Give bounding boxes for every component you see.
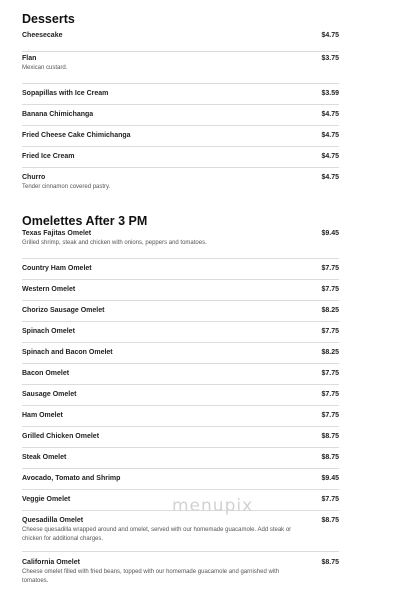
item-name: Spinach and Bacon Omelet bbox=[22, 349, 113, 356]
item-name: Western Omelet bbox=[22, 286, 76, 293]
menu-item bbox=[22, 301, 339, 322]
item-price: $7.75 bbox=[321, 496, 339, 503]
item-price: $4.75 bbox=[321, 32, 339, 39]
menu-item bbox=[22, 552, 339, 589]
item-price: $3.75 bbox=[321, 55, 339, 62]
item-price: $7.75 bbox=[321, 391, 339, 398]
menu-item bbox=[22, 427, 339, 448]
item-price: $9.45 bbox=[321, 230, 339, 237]
item-name: California Omelet bbox=[22, 559, 80, 566]
item-description: Cheese quesadilla wrapped around and omelet, served with our homemade guacamole. Add steak or chicken for additional charges. bbox=[22, 527, 292, 542]
item-description: Mexican custard. bbox=[22, 65, 68, 71]
item-name: Banana Chimichanga bbox=[22, 111, 94, 118]
item-price: $3.59 bbox=[321, 90, 339, 97]
item-name: Bacon Omelet bbox=[22, 370, 70, 377]
item-price: $4.75 bbox=[321, 132, 339, 139]
menu-item bbox=[22, 385, 339, 406]
item-price: $7.75 bbox=[321, 265, 339, 272]
watermark: menupix bbox=[172, 496, 254, 516]
menu-item bbox=[22, 511, 339, 552]
item-description: Grilled shrimp, steak and chicken with onions, peppers and tomatoes. bbox=[22, 240, 207, 246]
menu-item bbox=[22, 406, 339, 427]
item-name: Cheesecake bbox=[22, 32, 63, 39]
item-name: Texas Fajitas Omelet bbox=[22, 230, 92, 237]
item-description: Cheese omelet filled with fried beans, topped with our homemade guacamole and garnished with tomatoes. bbox=[22, 569, 280, 584]
menu-item bbox=[22, 469, 339, 490]
item-name: Spinach Omelet bbox=[22, 328, 75, 335]
item-description: Tender cinnamon covered pastry. bbox=[22, 184, 111, 190]
item-price: $8.25 bbox=[321, 349, 339, 356]
item-price: $8.75 bbox=[321, 433, 339, 440]
item-price: $9.45 bbox=[321, 475, 339, 482]
menu-item bbox=[22, 343, 339, 364]
menu-item bbox=[22, 364, 339, 385]
menu-item bbox=[22, 322, 339, 343]
item-price: $8.25 bbox=[321, 307, 339, 314]
menu-item bbox=[22, 126, 339, 147]
menu-item bbox=[22, 84, 339, 105]
item-name: Sopapillas with Ice Cream bbox=[22, 90, 109, 97]
item-name: Veggie Omelet bbox=[22, 496, 71, 503]
item-name: Country Ham Omelet bbox=[22, 265, 92, 272]
item-name: Quesadilla Omelet bbox=[22, 517, 84, 524]
menu-item bbox=[22, 168, 339, 201]
section-omelettes bbox=[22, 201, 339, 589]
item-name: Fried Ice Cream bbox=[22, 153, 75, 160]
item-price: $8.75 bbox=[321, 559, 339, 566]
item-name: Chorizo Sausage Omelet bbox=[22, 307, 105, 314]
section-title: Omelettes After 3 PM bbox=[22, 214, 148, 228]
item-name: Avocado, Tomato and Shrimp bbox=[22, 475, 121, 482]
item-price: $8.75 bbox=[321, 454, 339, 461]
item-price: $4.75 bbox=[321, 111, 339, 118]
menu-item bbox=[22, 147, 339, 168]
item-name: Churro bbox=[22, 174, 46, 181]
menu-item bbox=[22, 280, 339, 301]
item-name: Sausage Omelet bbox=[22, 391, 77, 398]
item-price: $7.75 bbox=[321, 370, 339, 377]
menu-item bbox=[22, 105, 339, 126]
item-price: $4.75 bbox=[321, 153, 339, 160]
item-name: Ham Omelet bbox=[22, 412, 63, 419]
item-name: Steak Omelet bbox=[22, 454, 67, 461]
menu-item bbox=[22, 259, 339, 280]
menu-item bbox=[22, 52, 339, 84]
section-title: Desserts bbox=[22, 12, 75, 26]
item-name: Flan bbox=[22, 55, 37, 62]
menu-item bbox=[22, 228, 339, 259]
item-name: Grilled Chicken Omelet bbox=[22, 433, 100, 440]
item-price: $7.75 bbox=[321, 328, 339, 335]
item-name: Fried Cheese Cake Chimichanga bbox=[22, 132, 131, 139]
menu-item bbox=[22, 31, 339, 52]
menu-item bbox=[22, 448, 339, 469]
item-price: $4.75 bbox=[321, 174, 339, 181]
item-price: $8.75 bbox=[321, 517, 339, 524]
item-price: $7.75 bbox=[321, 286, 339, 293]
item-price: $7.75 bbox=[321, 412, 339, 419]
section-desserts bbox=[22, 0, 339, 201]
